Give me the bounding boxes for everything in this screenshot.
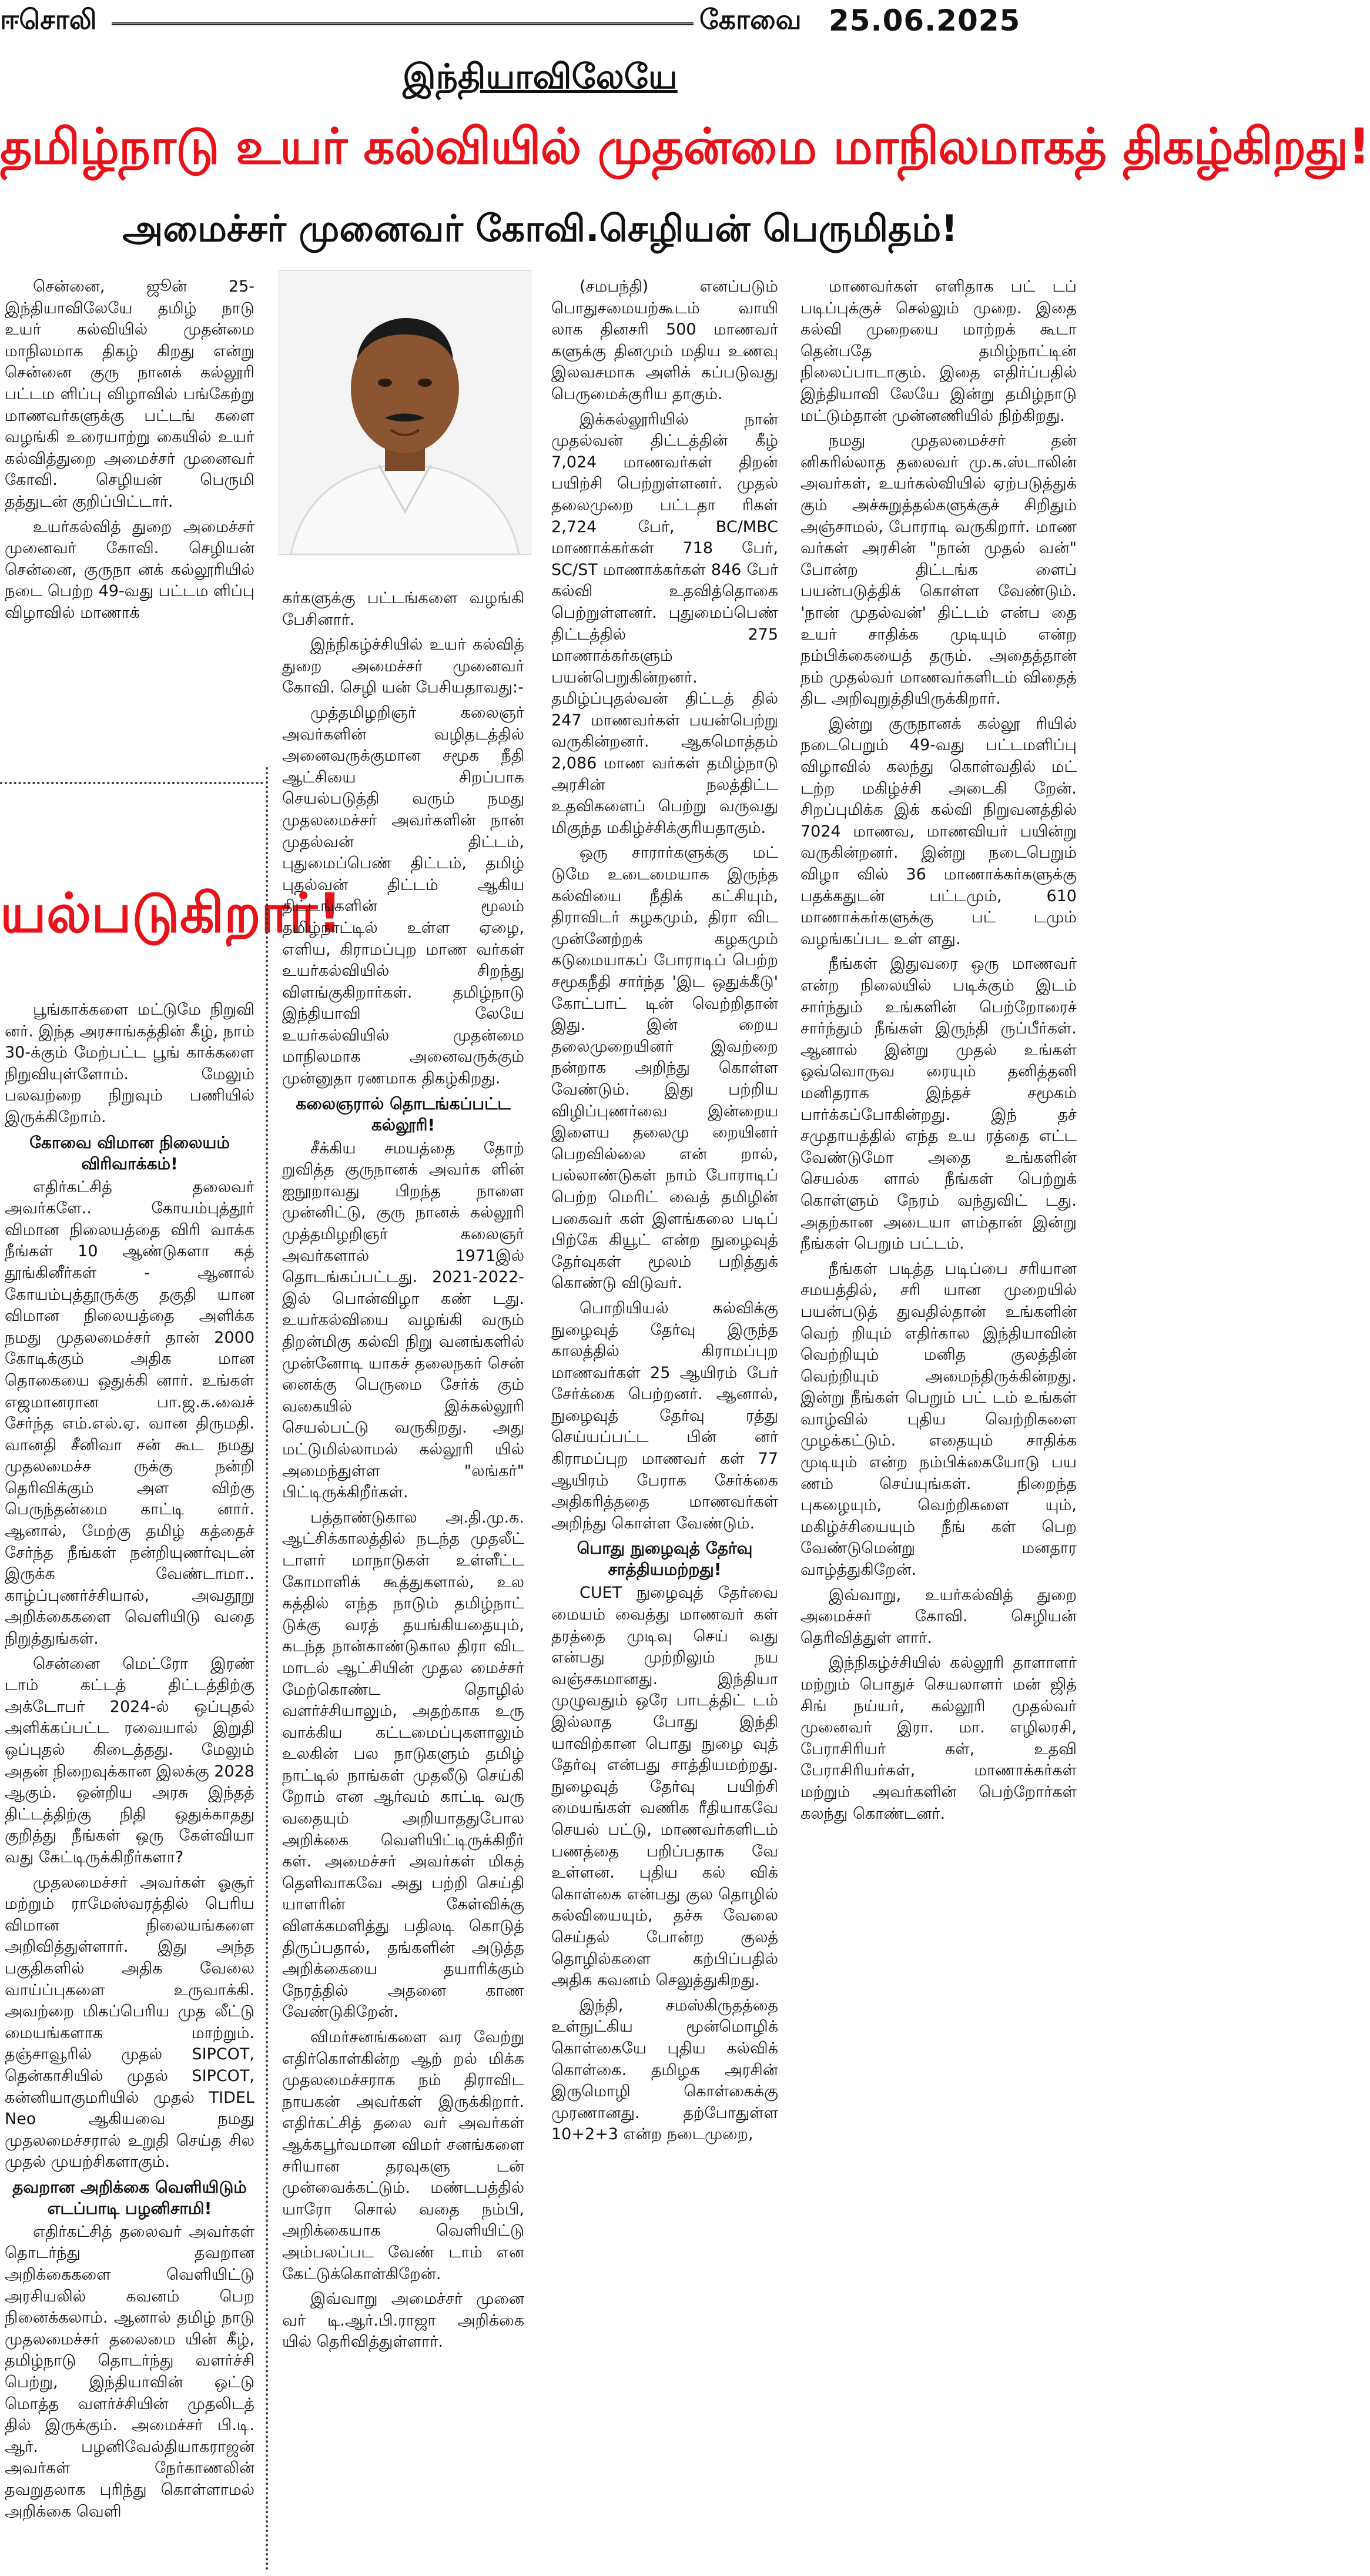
paragraph: உயர்கல்வித் துறை அமைச்சர் முனைவர் கோவி. செழியன் சென்னை, குருநா னக் கல்லூரியில் நடை பெற்ற 49-வது பட்டம ளிப்பு விழாவில் மாணாக்	[5, 517, 254, 622]
subheading: கலைஞரால் தொடங்கப்பட்ட கல்லூரி!	[296, 1093, 511, 1135]
paragraph: நமது முதலமைச்சர் தன் னிகரில்லாத தலைவர் மு.க.ஸ்டாலின் அவர்கள், உயர்கல்வியில் ஏற்படுத்துக் கும் அச்சுறுத்தல்களுக்குச் சிறிதும் அஞ்சாமல், போராடி வருகிறார். மாண வர்கள் அரசின் "நான் முதல் வன்" போன்ற திட்டங்க ளைப் பயன்படுத்திக் கொள்ள வேண்டும். 'நான் முதல்வன்' திட்டம் என்ப தை உயர் சாதிக்க முடியும் என்ற நம்பிக்கையைத் தரும். அதைத்தான் நம் முதல்வர் மாணவர்களிடம் விதைத் திட அறிவுறுத்தியிருக்கிறார்.	[800, 431, 1077, 708]
column-divider	[266, 767, 268, 2572]
subheading: தவறான அறிக்கை வெளியிடும் எடப்பாடி பழனிசாமி!	[12, 2177, 247, 2218]
subheading: கோவை விமான நிலையம் விரிவாக்கம்!	[29, 1132, 230, 1173]
paragraph: எதிர்கட்சித் தலைவர் அவர்கள் தொடர்ந்து தவறான அறிக்கைகளை வெளியிட்டு அரசியலில் கவனம் பெற நினைக்கலாம். ஆனால் தமிழ் நாடு முதலமைச்சர் தலைமை யின் கீழ், தமிழ்நாடு தொடர்ந்து வளர்ச்சி பெற்று, இந்தியாவின் ஒட்டு மொத்த வளர்ச்சியின் முதலிடத் தில் இருக்கும். அமைச்சர் பி.டி. ஆர். பழனிவேல்தியாகராஜன் அவர்கள் நேர்காணலின் தவறுதலாக புரிந்து கொள்ளாமல் அறிக்கை வெளி	[5, 2222, 254, 2521]
paragraph: மாணவர்கள் எளிதாக பட் டப் படிப்புக்குச் செல்லும் முறை. இதை கல்வி முறையை மாற்றக் கூடா தென்பதே தமிழ்நாட்டின் நிலைப்பாடாகும். இதை எதிர்ப்பதில் இந்தியாவி லேயே இன்று தமிழ்நாடு மட்டும்தான் முன்னணியில் நிற்கிறது.	[800, 277, 1077, 425]
paper-name: ஈசொலி	[0, 4, 97, 35]
column-2	[282, 588, 524, 2357]
edition-city: கோவை	[699, 4, 802, 35]
photo-caption: கர்களுக்கு பட்டங்களை வழங்கி பேசினார்.	[282, 589, 524, 629]
paragraph: இக்கல்லூரியில் நான் முதல்வன் திட்டத்தின் கீழ் 7,024 மாணவர்கள் திறன் பயிற்சி பெற்றுள்ளனர். முதல் தலைமுறை பட்டதா ரிகள் 2,724 பேர், BC/MBC மாணாக்கர்கள் 718 பேர், SC/ST மாணாக்கர்கள் 846 பேர் கல்வி உதவித்தொகை பெற்றுள்ளனர். புதுமைப்பெண் திட்டத்தில் 275 மாணாக்கர்களும் பயன்பெறுகின்றனர். தமிழ்ப்புதல்வன் திட்டத் தில் 247 மாணவர்கள் பயன்பெற்று வருகின்றனர். ஆகமொத்தம் 2,086 மாண வர்கள் தமிழ்நாடு அரசின் நலத்திட்ட உதவிகளைப் பெற்று வருவது மிகுந்த மகிழ்ச்சிக்குரியதாகும்.	[551, 410, 778, 837]
paragraph: இந்தி, சமஸ்கிருதத்தை உள்நுட்கிய மூன்மொழிக் கொள்கையே புதிய கல்விக் கொள்கை. தமிழக அரசின் இருமொழி கொள்கைக்கு முரணானது. தற்போதுள்ள 10+2+3 என்ற நடைமுறை,	[551, 1996, 778, 2144]
paragraph: இவ்வாறு, உயர்கல்வித் துறை அமைச்சர் கோவி. செழியன் தெரிவித்துள் ளார்.	[800, 1585, 1077, 1647]
paragraph: இவ்வாறு அமைச்சர் முனை வர் டி.ஆர்.பி.ராஜா அறிக்கை யில் தெரிவித்துள்ளார்.	[282, 2290, 524, 2351]
paragraph: இந்நிகழ்ச்சியில் உயர் கல்வித் துறை அமைச்சர் முனைவர் கோவி. செழி யன் பேசியதாவது:-	[282, 635, 524, 697]
paragraph: சீக்கிய சமயத்தை தோற் றுவித்த குருநானக் அவர்க ளின் ஐநூறாவது பிறந்த நாளை முன்னிட்டு, குரு நானக் கல்லூரி முத்தமிழறிஞர் கலைஞர் அவர்களால் 1971இல் தொடங்கப்பட்டது. 2021-2022-இல் பொன்விழா கண் டது. உயர்கல்வியை வழங்கி வரும் திறன்மிகு கல்வி நிறு வனங்களில் முன்னோடி யாகச் தலைநகர் சென் னைக்கு பெருமை சேர்க் கும் வகையில் இக்கல்லூரி செயல்பட்டு வருகிறது. அது மட்டுமில்லாமல் கல்லூரி யில் அமைந்துள்ள "லங்கர்" பிட்டிருக்கிறீர்கள்.	[282, 1139, 524, 1502]
paragraph: நீங்கள் இதுவரை ஒரு மாணவர் என்ற நிலையில் படிக்கும் இடம் சார்ந்தும் உங்களின் பெற்றோரைச் சார்ந்தும் நீங்கள் இருந்தி ருப்பீர்கள். ஆனால் இன்று முதல் உங்கள் ஒவ்வொருவ ரையும் தனித்தனி மனிதராக இந்தச் சமூகம் பார்க்கப்போகின்றது. இந் தச் சமுதாயத்தில் எந்த உய ரத்தை எட்ட வேண்டுமோ அதை உங்களின் செயல்க ளால் நீங்கள் பெற்றுக் கொள்ளும் நேரம் வந்துவிட் டது. அதற்கான அடையா ளம்தான் இன்று நீங்கள் பெறும் பட்டம்.	[800, 955, 1077, 1253]
subheading: பொது நுழைவுத் தேர்வு சாத்தியமற்றது!	[577, 1538, 753, 1580]
page-header	[0, 0, 1080, 49]
column-3	[551, 276, 778, 2149]
edition-date: 25.06.2025	[829, 4, 1021, 38]
paragraph: விமர்சனங்களை வர வேற்று எதிர்கொள்கின்ற ஆற் றல் மிக்க முதலமைச்சராக நம் திராவிட நாயகன் அவர்கள் இருக்கிறார். எதிர்கட்சித் தலை வர் அவர்கள் ஆக்கபூர்வமான விமர் சனங்களை சரியான தரவுகளு டன் முன்வைக்கட்டும். மண்டபத்தில் யாரோ சொல் வதை நம்பி, அறிக்கையாக வெளியிட்டு அம்பலப்பட வேண் டாம் என கேட்டுக்கொள்கிறேன்.	[282, 2028, 524, 2283]
paragraph: சென்னை, ஜூன் 25- இந்தியாவிலேயே தமிழ் நாடு உயர் கல்வியில் முதன்மை மாநிலமாக திகழ் கிறது என்று சென்னை குரு நானக் கல்லூரி பட்டம ளிப்பு விழாவில் பங்கேற்று மாணவர்களுக்கு பட்டங் களை வழங்கி உரையாற்று கையில் உயர் கல்வித்துறை அமைச்சர் முனைவர் கோவி. செழியன் பெருமி தத்துடன் குறிப்பிட்டார்.	[5, 277, 254, 511]
paragraph: நீங்கள் படித்த படிப்பை சரியான சமயத்தில், சரி யான முறையில் பயன்படுத் துவதில்தான் உங்களின் வெற் றியும் எதிர்கால இந்தியாவின் வெற்றியும் மனித குலத்தின் வெற்றியும் அமைந்திருக்கின்றது. இன்று நீங்கள் பெறும் பட் டம் உங்கள் வாழ்வில் புதிய வெற்றிகளை முழக்கட்டும். எதையும் சாதிக்க முடியும் என்ற நம்பிக்கையோடு பய ணம் செய்யுங்கள். நிறைந்த புகழையும், வெற்றிகளை யும், மகிழ்ச்சியையும் நீங் கள் பெற வேண்டுமென்று மனதார வாழ்த்துகிறேன்.	[800, 1259, 1077, 1580]
paragraph: (சமபந்தி) எனப்படும் பொதுசமையற்கூடம் வாயி லாக தினசரி 500 மாணவர் களுக்கு தினமும் மதிய உணவு இலவசமாக அளிக் கப்படுவது பெருமைக்குரிய தாகும்.	[551, 277, 778, 403]
kicker: இந்தியாவிலேயே	[403, 56, 678, 96]
adjacent-headline-fragment: யல்படுகிறார்!	[0, 882, 342, 945]
subhead: அமைச்சர் முனைவர் கோவி.செழியன் பெருமிதம்!	[122, 207, 958, 250]
headline: தமிழ்நாடு உயர் கல்வியில் முதன்மை மாநிலமாகத் திகழ்கிறது!	[0, 118, 1370, 175]
paragraph: பொறியியல் கல்விக்கு நுழைவுத் தேர்வு இருந்த காலத்தில் கிராமப்புற மாணவர்கள் 25 ஆயிரம் பேர் சேர்க்கை பெற்றனர். ஆனால், நுழைவுத் தேர்வு ரத்து செய்யப்பட்ட பின் னர் கிராமப்புற மாணவர் கள் 77 ஆயிரம் பேராக சேர்க்கை அதிகரித்ததை மாணவர்கள் அறிந்து கொள்ள வேண்டும்.	[551, 1299, 778, 1533]
paragraph: இந்நிகழ்ச்சியில் கல்லூரி தாளாளர் மற்றும் பொதுச் செயலாளர் மன் ஜித் சிங் நய்யர், கல்லூரி முதல்வர் முனைவர் இரா. மா. எழிலரசி, பேராசிரியர் கள், உதவி பேராசிரியர்கள், மாணாக்கர்கள் மற்றும் அவர்களின் பெற்றோர்கள் கலந்து கொண்டனர்.	[800, 1654, 1077, 1823]
paragraph: இன்று குருநானக் கல்லூ ரியில் நடைபெறும் 49-வது பட்டமளிப்பு விழாவில் கலந்து கொள்வதில் மட் டற்ற மகிழ்ச்சி அடைகி றேன். சிறப்புமிக்க இக் கல்வி நிறுவனத்தில் 7024 மாணவ, மாணவியர் பயின்று வருகின்றனர். இன்று நடைபெறும் விழா வில் 36 மாணாக்கர்களுக்கு பதக்கதுடன் பட்டமும், 610 மாணாக்கர்களுக்கு பட் டமும் வழங்கப்பட உள் ளது.	[800, 714, 1077, 948]
paragraph: CUET நுழைவுத் தேர்வை மையம் வைத்து மாணவர் கள் தரத்தை முடிவு செய் வது என்பது முற்றிலும் நய வஞ்சகமானது. இந்தியா முழுவதும் ஒரே பாடத்திட் டம் இல்லாத போது இந்தி யாவிற்கான பொது நுழை வுத் தேர்வு என்பது சாத்தியமற்றது. நுழைவுத் தேர்வு பயிற்சி மையங்கள் வணிக ரீதியாகவே செயல் பட்டு, மாணவர்களிடம் பணத்தை பறிப்பதாக வே உள்ளன. புதிய கல் விக் கொள்கை என்பது குல தொழில் கல்வியையும், தச்சு வேலை செய்தல் போன்ற குலத் தொழில்களை கற்பிப்பதில் அதிக கவனம் செலுத்துகிறது.	[551, 1584, 778, 1990]
paragraph: எதிர்கட்சித் தலைவர் அவர்களே.. கோயம்புத்தூர் விமான நிலையத்தை விரி வாக்க நீங்கள் 10 ஆண்டுகளா கத் தூங்கினீர்கள் - ஆனால் கோயம்புத்தூருக்கு தகுதி யான விமான நிலையத்தை அளிக்க நமது முதலமைச்சர் தான் 2000 கோடிக்கும் அதிக மான தொகையை ஒதுக்கி னார். உங்கள் எஜமானரான பா.ஜ.க.வைச் சேர்ந்த எம்.எல்.ஏ. வான திருமதி. வானதி சீனிவா சன் கூட நமது முதலமைச்ச ருக்கு நன்றி தெரிவிக்கும் அள விற்கு பெருந்தன்மை காட்டி னார். ஆனால், மேற்கு தமிழ் கத்தைச் சேர்ந்த நீங்கள் நன்றியுணர்வுடன் இருக்க வேண்டாமா.. காழ்ப்புணர்ச்சியால், அவதூறு அறிக்கைகளை வெளியிடு வதை நிறுத்துங்கள்.	[5, 1177, 254, 1648]
minister-photo	[279, 270, 531, 555]
section-divider	[0, 782, 263, 784]
paragraph: ஒரு சாரார்களுக்கு மட் டுமே உடைமையாக இருந்த கல்வியை நீதிக் கட்சியும், திராவிடர் கழகமும், திரா விட முன்னேற்றக் கழகமும் கடுமையாகப் போராடிப் பெற்ற சமூகநீதி சார்ந்த 'இட ஒதுக்கீடு' கோட்பாட் டின் வெற்றிதான் இது. இன் றைய தலைமுறையினர் இவற்றை நன்றாக அறிந்து கொள்ள வேண்டும். இது பற்றிய விழிப்புணர்வை இன்றைய இளைய தலைமு றையினர் பெறவில்லை என் றால், பல்லாண்டுகள் நாம் போராடிப் பெற்ற மெரிட் வைத் தமிழின் பகைவர் கள் இளங்கலை படிப் பிற்கே கியூட் என்ற நுழைவுத் தேர்வுகள் மூலம் பறித்துக் கொண்டு விடுவர்.	[551, 844, 778, 1293]
column-1-top	[5, 276, 254, 628]
column-1-bottom	[5, 999, 254, 2526]
paragraph: முதலமைச்சர் அவர்கள் ஓசூர் மற்றும் ராமேஸ்வரத்தில் பெரிய விமான நிலையங்களை அறிவித்துள்ளார். இது அந்த பகுதிகளில் அதிக வேலை வாய்ப்புகளை உருவாக்கி. அவற்றை மிகப்பெரிய முத லீட்டு மையங்களாக மாற்றும். தஞ்சாவூரில் முதல் SIPCOT, தென்காசியில் முதல் SIPCOT, கன்னியாகுமரியில் முதல் TIDEL Neo ஆகியவை நமது முதலமைச்சரால் உறுதி செய்த சில முதல் முயற்சிகளாகும்.	[5, 1873, 254, 2172]
paragraph: பத்தாண்டுகால அ.தி.மு.க. ஆட்சிக்காலத்தில் நடந்த முதலீட் டாளர் மாநாடுகள் உள்ளீட்ட கோமாளிக் கூத்துகளால், உல கத்தில் எந்த நாடும் தமிழ்நாட் டுக்கு வரத் தயங்கியதையும், கடந்த நான்காண்டுகால திரா விட மாடல் ஆட்சியின் முதல மைச்சர் மேற்கொண்ட தொழில் வளர்ச்சியாலும், அதற்காக உரு வாக்கிய கட்டமைப்புகளாலும் உலகின் பல நாடுகளும் தமிழ் நாட்டில் நாங்கள் முதலீடு செய்கி றோம் என ஆர்வம் காட்டி வரு வதையும் அறியாததுபோல அறிக்கை வெளியிட்டிருக்கிறீர் கள். அமைச்சர் அவர்கள் மிகத் தெளிவாகவே அது பற்றி செய்தி யாளரின் கேள்விக்கு விளக்கமளித்து பதிலடி கொடுத் திருப்பதால், தங்களின் அடுத்த அறிக்கையை தயாரிக்கும் நேரத்தில் அதனை காண வேண்டுகிறேன்.	[282, 1508, 524, 2022]
paragraph: சென்னை மெட்ரோ இரண் டாம் கட்டத் திட்டத்திற்கு அக்டோபர் 2024-ல் ஒப்புதல் அளிக்கப்பட்ட ரவையால் இறுதி ஒப்புதல் கிடைத்தது. மேலும் அதன் நிறைவுக்கான இலக்கு 2028 ஆகும். ஒன்றிய அரசு இந்தத் திட்டத்திற்கு நிதி ஒதுக்காதது குறித்து நீங்கள் ஒரு கேள்வியா வது கேட்டிருக்கிறீர்களா?	[5, 1654, 254, 1866]
column-4	[800, 276, 1077, 1828]
paragraph: பூங்காக்களை மட்டுமே நிறுவி னர். இந்த அரசாங்கத்தின் கீழ், நாம் 30-க்கும் மேற்பட்ட பூங் காக்களை நிறுவியுள்ளோம். மேலும் பலவற்றை நிறுவும் பணியில் இருக்கிறோம்.	[5, 1001, 254, 1126]
header-rule	[112, 22, 694, 25]
paragraph: முத்தமிழறிஞர் கலைஞர் அவர்களின் வழிதடத்தில் அனைவருக்குமான சமூக நீதி ஆட்சியை சிறப்பாக செயல்படுத்தி வரும் நமது முதலமைச்சர் அவர்களின் நான் முதல்வன் திட்டம், புதுமைப்பெண் திட்டம், தமிழ் புதல்வன் திட்டம் ஆகிய திட்டங்களின் மூலம் தமிழ்நாட்டில் உள்ள ஏழை, எளிய, கிராமப்புற மாண வர்கள் உயர்கல்வியில் சிறந்து விளங்குகிறார்கள். தமிழ்நாடு இந்தியாவி லேயே உயர்கல்வியில் முதன்மை மாநிலமாக அனைவருக்கும் முன்னுதா ரணமாக திகழ்கிறது.	[282, 703, 524, 1088]
portrait-image	[279, 271, 531, 554]
